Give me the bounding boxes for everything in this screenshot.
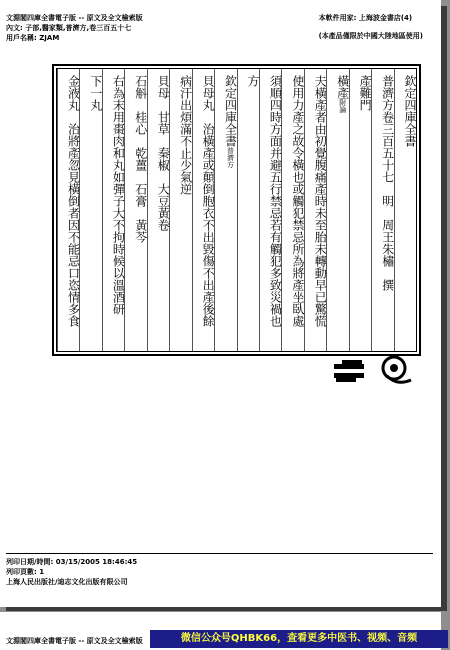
text-column [79, 69, 102, 351]
text-column [237, 69, 260, 351]
header-left [6, 13, 143, 43]
column-text: 方 [245, 75, 260, 87]
header-region-note: (本產品僅限於中國大陸地區使用) [318, 32, 423, 40]
text-columns [56, 68, 417, 352]
page-shadow-bottom [6, 607, 447, 611]
footer-rule [6, 553, 433, 554]
wechat-banner[interactable]: 微信公众号QHBK66，查看更多中医书、视频、音频 [150, 630, 448, 648]
column-text: 夫橫產者由初覺腹痛產時未至胎未轉動早已驚慌 [313, 75, 328, 327]
column-text: 石斛 桂心 乾薑 石膏 黃芩 [133, 75, 148, 243]
header-line-2: 內文: 子部,醫家類,普濟方,卷三百五十七 [6, 24, 132, 32]
column-text: 須順四時方面并避五行禁忌若有觸犯多致災禍也 [268, 75, 283, 327]
column-text: 右為末用棗肉和丸如彈子大不拘時候以溫酒研 [111, 75, 126, 315]
footer-datetime: 列印日期/時間: 03/15/2005 18:46:45 [6, 558, 138, 566]
column-text: 欽定四庫全書 [403, 75, 417, 147]
column-text: 產難門 [358, 75, 373, 111]
text-column [304, 69, 327, 351]
footer-pages: 列印頁數: 1 [6, 568, 45, 576]
text-column [371, 69, 394, 351]
column-text: 使用力產之故令橫也或觸犯禁忌所為將產坐臥處 [290, 75, 305, 327]
text-frame [52, 64, 421, 356]
column-text: 病汗出煩滿不止少氣逆 [178, 75, 193, 195]
publisher-logo-2 [383, 357, 411, 382]
publisher-logo-1 [334, 360, 364, 382]
text-column [124, 69, 147, 351]
column-text: 普濟方卷三百五十七 明 周王朱橚 撰 [380, 75, 395, 291]
text-column [394, 69, 417, 351]
text-column [147, 69, 170, 351]
column-text: 貝母 甘草 秦椒 大豆黃卷 [156, 75, 171, 231]
text-column [57, 69, 80, 351]
footer-publisher: 上海人民出版社/迪志文化出版有限公司 [6, 578, 128, 586]
column-note: 普濟方 [226, 147, 235, 168]
column-text: 貝母丸 治橫產或顛倒胞衣不出毀傷不出產後餘 [201, 75, 216, 327]
text-column [169, 69, 192, 351]
text-column [281, 69, 304, 351]
text-column [192, 69, 215, 351]
column-text: 金液丸 治將產忽見橫倒者因不能忌口恣情多食 [66, 75, 81, 327]
column-text: 欽定四庫全書 [223, 75, 238, 147]
header-line-3: 用戶名稱: ZJAM [6, 34, 60, 42]
text-column [349, 69, 372, 351]
column-text: 橫產 [335, 75, 350, 99]
text-column [259, 69, 282, 351]
publisher-logos [332, 352, 416, 390]
column-note: 附論 [338, 99, 347, 113]
text-column [214, 69, 237, 351]
page-shadow-right [441, 6, 447, 607]
text-column [326, 69, 349, 351]
next-page-header: 文淵閣四庫全書電子版 -- 原文及全文檢索版 [6, 637, 143, 645]
header-user: 本軟件用家: 上海波金書店(4) [318, 14, 413, 22]
header-line-1: 文淵閣四庫全書電子版 -- 原文及全文檢索版 [6, 14, 143, 22]
text-column [102, 69, 125, 351]
column-text: 下一丸 [88, 75, 103, 111]
header-right [319, 13, 423, 41]
